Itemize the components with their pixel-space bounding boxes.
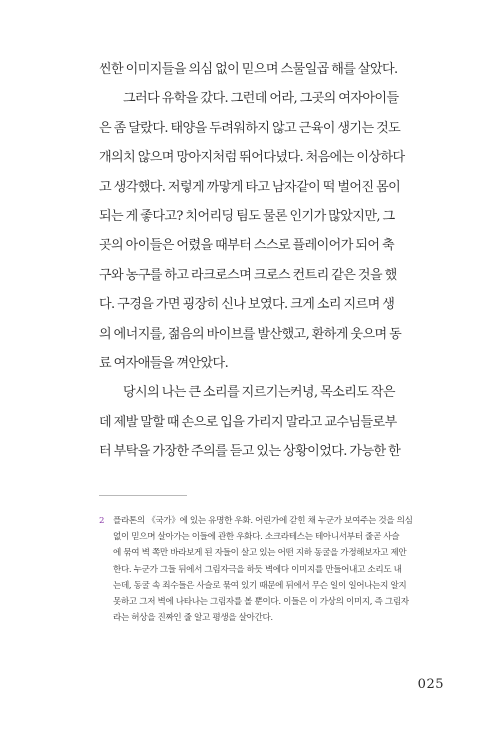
body-line: 의 에너지를, 젊음의 바이브를 발산했고, 환하게 웃으며 동 xyxy=(99,326,402,342)
body-line: 데 제발 말할 때 손으로 입을 가리지 말라고 교수님들로부 xyxy=(99,414,397,430)
footnote-divider xyxy=(99,495,187,496)
footnote-number: 2 xyxy=(99,516,105,526)
body-line: 은 좀 달랐다. 태양을 두려워하지 않고 근육이 생기는 것도 xyxy=(99,120,401,136)
footnote-line: 못하고 그저 벽에 나타나는 그림자를 볼 뿐이다. 이들은 이 가상의 이미지, 즉 그림자 xyxy=(113,596,409,607)
footnote-line: 라는 허상을 진짜인 줄 알고 평생을 살아간다. xyxy=(113,613,273,624)
body-line: 개의치 않으며 망아지처럼 뛰어다녔다. 처음에는 이상하다 xyxy=(99,150,405,166)
body-line: 곳의 아이들은 어렸을 때부터 스스로 플레이어가 되어 축 xyxy=(99,238,395,254)
body-line: 씬한 이미지들을 의심 없이 믿으며 스물일곱 해를 살았다. xyxy=(99,62,398,77)
body-line: 되는 게 좋다고? 치어리딩 팀도 물론 인기가 많았지만, 그 xyxy=(99,208,395,224)
footnote-line: 는데, 동굴 속 죄수들은 사슬로 묶여 있기 때문에 뒤에서 무슨 일이 일어나는지 알지 xyxy=(113,580,407,591)
body-line: 고 생각했다. 저렇게 까맣게 타고 남자같이 떡 벌어진 몸이 xyxy=(99,179,401,195)
footnote-line: 에 묶여 벽 쪽만 바라보게 된 자들이 살고 있는 어떤 지하 동굴을 가정해보자고 제안 xyxy=(113,548,407,559)
body-line: 그러다 유학을 갔다. 그런데 어라, 그곳의 여자아이들 xyxy=(123,91,399,107)
footnote-line: 플라톤의 《국가》에 있는 유명한 우화. 어린가에 갇힌 채 누군가 보여주는 것을 의심 xyxy=(113,516,413,526)
body-line: 료 여자애들을 껴안았다. xyxy=(99,355,229,371)
body-line: 터 부탁을 가장한 주의를 듣고 있는 상황이었다. 가능한 한 xyxy=(99,444,401,460)
body-line: 다. 구경을 가면 굉장히 신나 보였다. 크게 소리 지르며 생 xyxy=(99,297,395,313)
body-text xyxy=(99,55,444,466)
footnote xyxy=(99,513,444,626)
body-line: 구와 농구를 하고 라크로스며 크로스 컨트리 같은 것을 했 xyxy=(99,267,397,283)
footnote-line: 한다. 누군가 그들 뒤에서 그림자극을 하듯 벽에다 이미지를 만들어내고 소리도 내 xyxy=(113,564,402,575)
footnote-text xyxy=(113,513,444,626)
body-line: 당시의 나는 큰 소리를 지르기는커녕, 목소리도 작은 xyxy=(123,385,395,401)
page-number: 025 xyxy=(417,677,444,692)
footnote-line: 없이 믿으며 살아가는 이들에 관한 우화다. 소크라테스는 테아니서부터 줄곧 사슬 xyxy=(113,532,400,543)
